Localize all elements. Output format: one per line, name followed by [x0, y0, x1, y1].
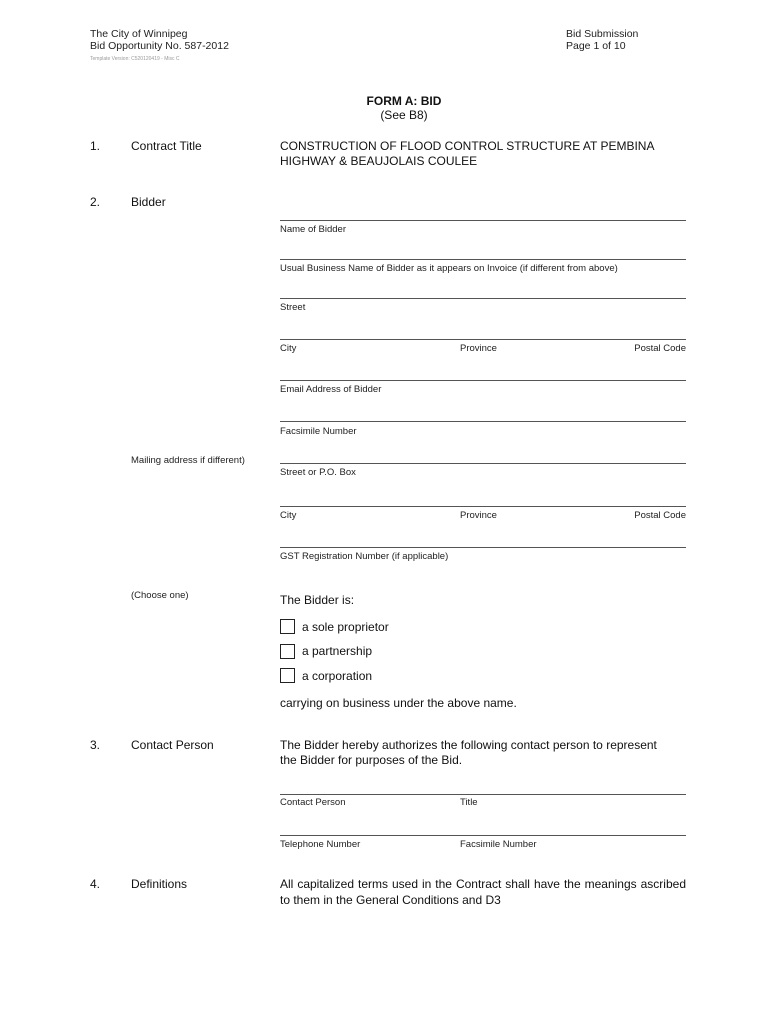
street-label: Street — [280, 302, 306, 313]
section-1-label: Contract Title — [131, 139, 202, 153]
header-submission: Bid Submission — [566, 28, 639, 40]
contact-authorization-line-2: the Bidder for purposes of the Bid. — [280, 753, 463, 767]
carrying-on-business-text: carrying on business under the above name. — [280, 696, 517, 710]
province-label: Province — [460, 343, 497, 354]
corporation-label: a corporation — [302, 669, 373, 683]
partnership-checkbox[interactable] — [280, 644, 295, 659]
header-bid-number: Bid Opportunity No. 587-2012 — [90, 40, 229, 52]
contact-title-label: Title — [460, 797, 478, 808]
corporation-checkbox[interactable] — [280, 668, 295, 683]
section-2-label: Bidder — [131, 195, 166, 209]
usual-business-name-field[interactable] — [280, 259, 686, 260]
mailing-city-province-postal-field[interactable] — [280, 506, 686, 507]
po-box-field[interactable] — [280, 463, 686, 464]
postal-code-label: Postal Code — [634, 343, 686, 354]
form-title: FORM A: BID — [366, 94, 442, 108]
contact-fax-label: Facsimile Number — [460, 839, 537, 850]
contact-authorization-line-1: The Bidder hereby authorizes the following contact person to represent — [280, 738, 657, 752]
definitions-text: All capitalized terms used in the Contract shall have the meanings ascribed to them in the General Conditions and D3 — [280, 877, 686, 907]
email-field[interactable] — [280, 380, 686, 381]
choose-one-label: (Choose one) — [131, 590, 189, 601]
email-label: Email Address of Bidder — [280, 384, 382, 395]
section-4-label: Definitions — [131, 877, 188, 891]
contact-person-title-field[interactable] — [280, 794, 686, 795]
header-org: The City of Winnipeg — [90, 28, 188, 40]
usual-business-name-label: Usual Business Name of Bidder as it appears on Invoice (if different from above) — [280, 263, 618, 274]
contact-person-label: Contact Person — [280, 797, 346, 808]
city-label: City — [280, 343, 297, 354]
section-4-number: 4. — [90, 877, 101, 891]
contract-title-line-1: CONSTRUCTION OF FLOOD CONTROL STRUCTURE AT PEMBINA — [280, 139, 655, 153]
mailing-city-label: City — [280, 510, 297, 521]
mailing-province-label: Province — [460, 510, 497, 521]
sole-proprietor-checkbox[interactable] — [280, 619, 295, 634]
mailing-address-label: Mailing address if different) — [131, 455, 245, 466]
mailing-postal-code-label: Postal Code — [634, 510, 686, 521]
section-3-label: Contact Person — [131, 738, 214, 752]
name-of-bidder-field[interactable] — [280, 220, 686, 221]
form-subtitle: (See B8) — [380, 108, 428, 122]
po-box-label: Street or P.O. Box — [280, 467, 356, 478]
page-indicator: Page 1 of 10 — [566, 40, 626, 52]
bidder-is-heading: The Bidder is: — [280, 593, 355, 607]
section-1-number: 1. — [90, 139, 101, 153]
section-2-number: 2. — [90, 195, 101, 209]
contract-title-line-2: HIGHWAY & BEAUJOLAIS COULEE — [280, 154, 478, 168]
gst-label: GST Registration Number (if applicable) — [280, 551, 449, 562]
telephone-fax-field[interactable] — [280, 835, 686, 836]
telephone-label: Telephone Number — [280, 839, 361, 850]
facsimile-field[interactable] — [280, 421, 686, 422]
facsimile-label: Facsimile Number — [280, 426, 357, 437]
section-3-number: 3. — [90, 738, 101, 752]
gst-field[interactable] — [280, 547, 686, 548]
partnership-label: a partnership — [302, 644, 373, 658]
street-field[interactable] — [280, 298, 686, 299]
name-of-bidder-label: Name of Bidder — [280, 224, 347, 235]
city-province-postal-field[interactable] — [280, 339, 686, 340]
template-version: Template Version: C520120419 - Misc C — [90, 56, 180, 62]
sole-proprietor-label: a sole proprietor — [302, 620, 389, 634]
